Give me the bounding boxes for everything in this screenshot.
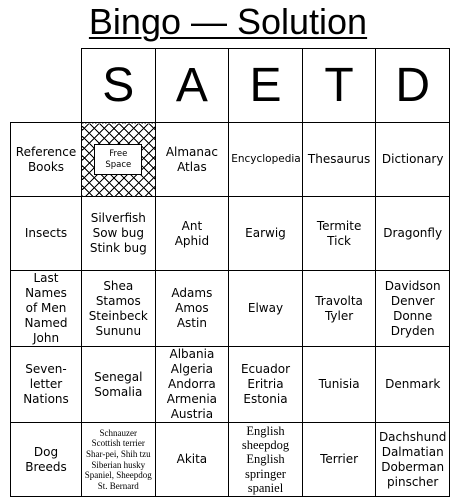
page-title: Bingo — Solution [88,1,368,42]
cell-line: Andorra [167,377,216,391]
cell-line: Albania [169,347,215,361]
answer-cell-e [229,271,303,347]
column-header-s: S [82,49,156,123]
answer-cell-e [229,347,303,423]
answer-cell-t [302,197,376,271]
cell-line: St. Bernard [97,480,139,491]
cell-line: Shar-pei, Shih tzu [86,448,151,459]
grid-row [11,197,450,271]
cell-line: pinscher [387,474,439,489]
free-space-label: Free Space [94,144,142,174]
answer-cell-t [302,271,376,347]
grid-row [11,347,450,423]
cell-line: Termite [316,218,362,233]
cell-line: Schnauzer [99,427,138,438]
cell-line: Dictionary [381,152,444,166]
answer-cell-d [376,347,450,423]
cell-line: Astin [176,316,207,330]
cell-line: Austria [170,407,214,421]
cell-line: Akita [176,452,208,466]
column-header-d: D [376,49,450,123]
cell-line: Dragonfly [383,226,443,240]
cell-line: Adams [171,286,213,300]
cell-line: Last Names [25,271,67,300]
answer-cell-t [302,347,376,423]
column-header-e: E [229,49,303,123]
cell-line: Silverfish [90,211,146,225]
cell-line: Dog [33,444,59,459]
cell-line: Shea [103,278,134,293]
cell-line: English [246,452,285,467]
answer-cell-e [229,197,303,271]
answer-cell-d [376,197,450,271]
cell-line: spaniel [247,481,284,496]
cell-line: Travolta [315,293,363,308]
cell-line: Somalia [94,384,143,399]
answer-cell-a [155,347,229,423]
cell-line: Tick [327,233,351,248]
free-space-cell [82,123,156,197]
cell-line: Doberman [381,459,445,474]
column-header-a: A [155,49,229,123]
cell-line: Ant [181,218,203,233]
cell-line: Reference [15,144,77,159]
cell-line: Amos [175,301,209,315]
corner-cell [11,49,82,123]
cell-line: Atlas [177,159,207,174]
cell-line: of Men [25,301,67,315]
cell-line: Scottish terrier [91,438,145,449]
cell-line: Eritria [247,377,284,391]
cell-line: Denver [390,293,435,308]
cell-line: Aphid [174,233,210,248]
cell-line: springer [245,466,286,481]
cell-line: Dalmatian [381,444,444,459]
bingo-grid [10,48,450,497]
cell-line: Encyclopedia [231,152,301,165]
cell-line: Nations [23,392,69,406]
cell-line: Davidson [384,278,441,293]
cell-line: Tunisia [318,377,360,391]
row-category-label [11,197,82,271]
answer-cell-s [82,347,156,423]
cell-line: Siberian husky [91,459,146,470]
answer-cell-d [376,271,450,347]
cell-line: Dryden [390,323,435,338]
cell-line: Senegal [94,369,143,384]
cell-line: Breeds [25,459,67,474]
answer-cell-e [229,423,303,497]
cell-line: Donne [393,308,433,323]
header-row [11,49,450,123]
row-category-label [11,347,82,423]
cell-line: Insects [24,226,68,240]
cell-line: Sow bug [92,226,145,240]
row-category-label [11,271,82,347]
cell-line: sheepdog [241,437,290,452]
answer-cell-s [82,197,156,271]
cell-line: Stink bug [89,241,147,255]
cell-line: Named [24,316,68,330]
cell-line: Earwig [245,226,286,240]
cell-line: Terrier [320,452,359,466]
cell-line: Almanac [165,144,218,159]
cell-line: Dachshund [378,429,447,444]
cell-line: Thesaurus [307,152,371,166]
answer-cell-d [376,423,450,497]
cell-line: Armenia [166,392,218,406]
cell-line: Elway [247,301,284,315]
cell-line: Seven-letter [25,362,67,391]
answer-cell-t [302,423,376,497]
cell-line: John [32,331,60,345]
answer-cell-a [155,123,229,197]
cell-line: English [246,423,285,438]
answer-cell-e [229,123,303,197]
grid-row [11,423,450,497]
cell-line: Books [27,159,65,174]
cell-line: Stamos [95,293,141,308]
answer-cell-s [82,423,156,497]
row-category-label [11,423,82,497]
answer-cell-t [302,123,376,197]
answer-cell-s [82,271,156,347]
cell-line: Spaniel, Sheepdog [84,470,152,481]
answer-cell-d [376,123,450,197]
grid-row [11,271,450,347]
cell-line: Sununu [95,323,142,338]
cell-line: Ecuador [240,362,290,376]
column-header-t: T [302,49,376,123]
cell-line: Estonia [243,392,288,406]
answer-cell-a [155,271,229,347]
cell-line: Algeria [170,362,213,376]
cell-line: Denmark [385,377,441,391]
answer-cell-a [155,197,229,271]
grid-row [11,123,450,197]
cell-line: Steinbeck [88,308,148,323]
cell-line: Tyler [324,308,354,323]
row-category-label [11,123,82,197]
answer-cell-a [155,423,229,497]
